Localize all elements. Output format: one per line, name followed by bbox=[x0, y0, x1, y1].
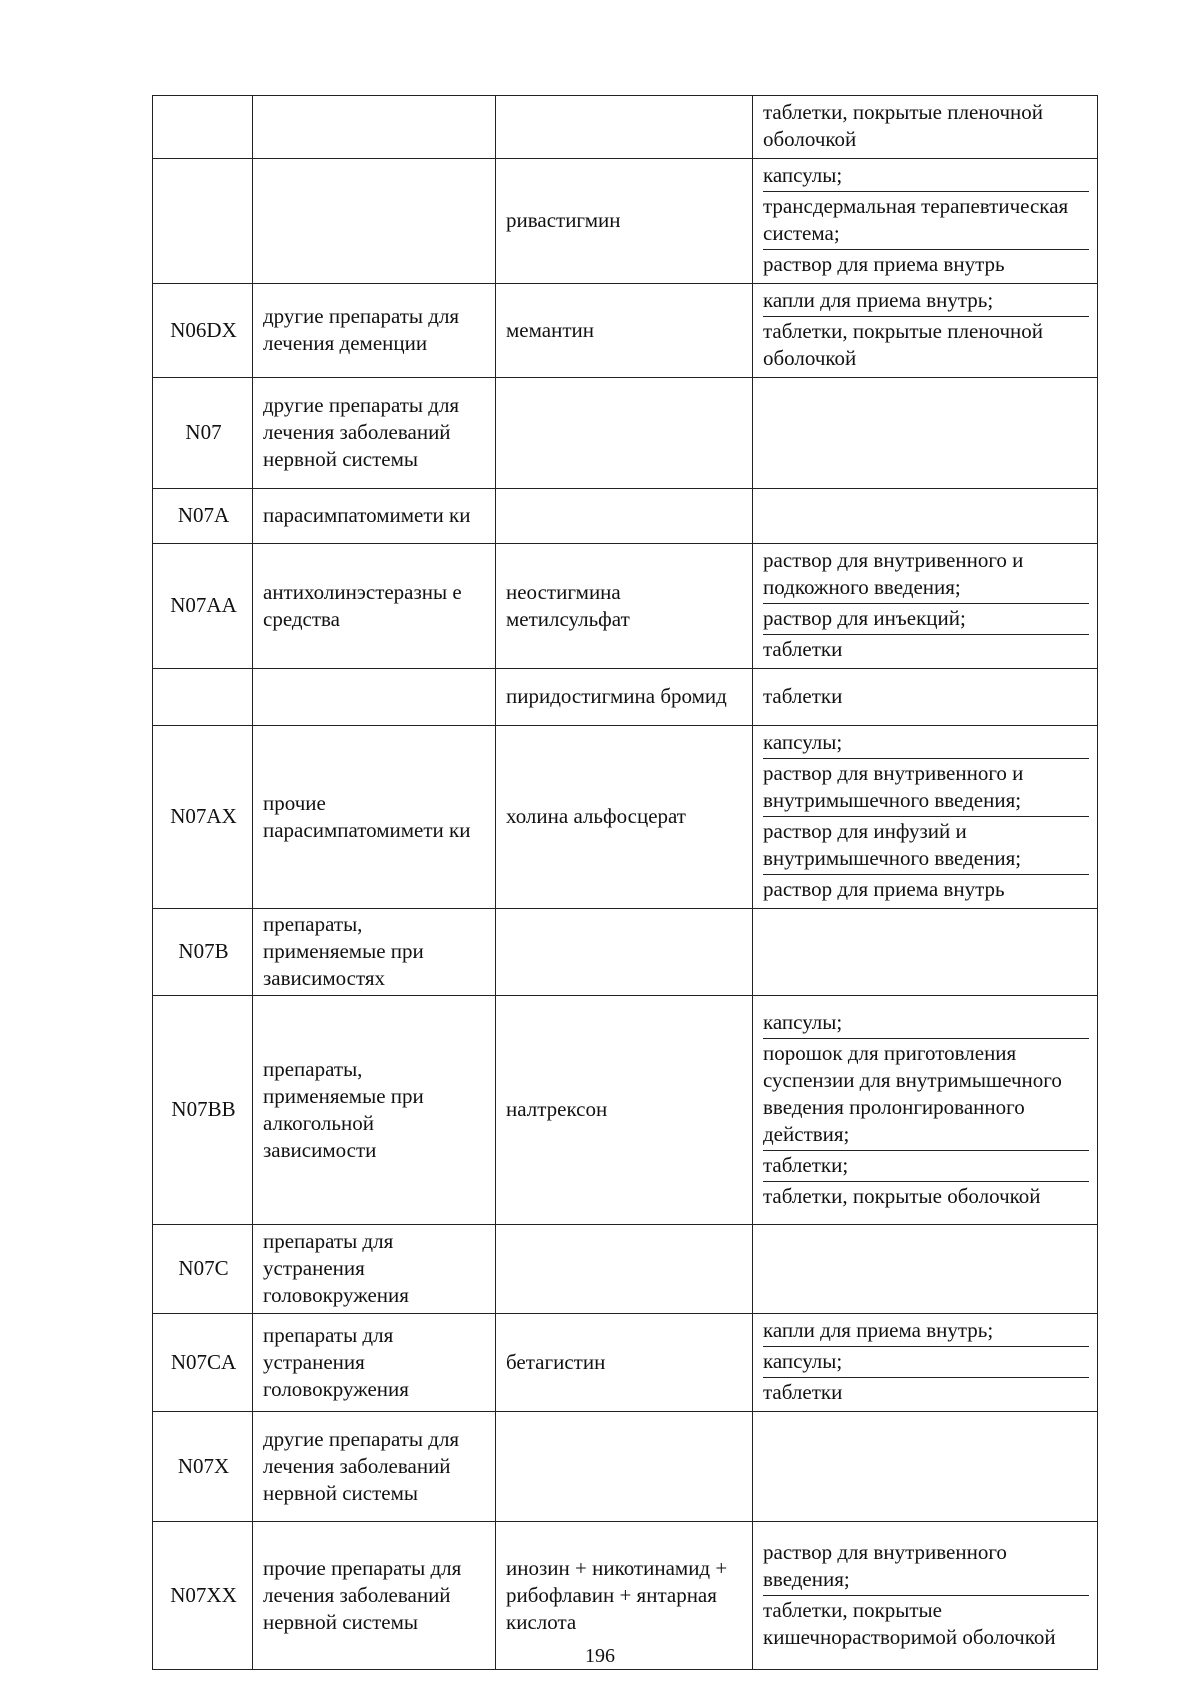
dosage-forms-cell bbox=[753, 996, 1098, 1225]
drug-name-cell bbox=[496, 96, 753, 159]
dosage-forms-list bbox=[763, 286, 1089, 374]
dosage-forms-cell bbox=[753, 378, 1098, 489]
atc-code-cell: N07AX bbox=[153, 726, 253, 909]
dosage-form-item: капли для приема внутрь; bbox=[763, 286, 1089, 317]
dosage-form-item: раствор для внутривенного введения; bbox=[763, 1538, 1089, 1596]
atc-code-cell: N07 bbox=[153, 378, 253, 489]
pharmacological-group-cell: прочие парасимпатомимети ки bbox=[253, 726, 496, 909]
atc-code-cell: N06DX bbox=[153, 284, 253, 378]
pharmacological-group-cell: другие препараты для лечения заболеваний нервной системы bbox=[253, 1412, 496, 1522]
table-row bbox=[153, 544, 1098, 669]
dosage-forms-cell bbox=[753, 489, 1098, 544]
dosage-form-item: раствор для инъекций; bbox=[763, 604, 1089, 635]
dosage-form-item: капсулы; bbox=[763, 728, 1089, 759]
table-row bbox=[153, 96, 1098, 159]
dosage-form-item: капсулы; bbox=[763, 161, 1089, 192]
page-number: 196 bbox=[585, 1645, 615, 1667]
drug-name-cell bbox=[496, 378, 753, 489]
pharmacological-group-cell: антихолинэстеразны е средства bbox=[253, 544, 496, 669]
drug-name-cell: бетагистин bbox=[496, 1314, 753, 1412]
atc-code-cell: N07BB bbox=[153, 996, 253, 1225]
drug-name-cell: неостигмина метилсульфат bbox=[496, 544, 753, 669]
dosage-form-item: раствор для инфузий и внутримышечного введения; bbox=[763, 817, 1089, 875]
atc-code-cell bbox=[153, 669, 253, 726]
dosage-form-item: капсулы; bbox=[763, 1008, 1089, 1039]
dosage-form-item: капсулы; bbox=[763, 1347, 1089, 1378]
table-row bbox=[153, 1412, 1098, 1522]
drug-name-cell: инозин + никотинамид + рибофлавин + янтарная кислота bbox=[496, 1522, 753, 1670]
dosage-form-item: таблетки, покрытые кишечнорастворимой оболочкой bbox=[763, 1597, 1056, 1649]
drug-name-cell bbox=[496, 909, 753, 996]
dosage-form-item: таблетки bbox=[763, 637, 843, 661]
table-row bbox=[153, 489, 1098, 544]
dosage-form-item: раствор для внутривенного и внутримышечного введения; bbox=[763, 759, 1089, 817]
atc-code-cell bbox=[153, 96, 253, 159]
pharmacological-group-cell: парасимпатомимети ки bbox=[253, 489, 496, 544]
atc-code-cell: N07X bbox=[153, 1412, 253, 1522]
pharmacological-group-cell bbox=[253, 96, 496, 159]
drug-name-cell bbox=[496, 1225, 753, 1314]
table-row bbox=[153, 669, 1098, 726]
table-row bbox=[153, 1314, 1098, 1412]
dosage-forms-cell bbox=[753, 909, 1098, 996]
dosage-form-item: таблетки; bbox=[763, 1151, 1089, 1182]
table-row bbox=[153, 159, 1098, 284]
dosage-form-item: раствор для приема внутрь bbox=[763, 877, 1005, 901]
dosage-forms-list bbox=[763, 728, 1089, 905]
drug-name-cell bbox=[496, 489, 753, 544]
table-body bbox=[153, 96, 1098, 1670]
drug-name-cell: ривастигмин bbox=[496, 159, 753, 284]
pharmacological-group-cell: препараты, применяемые при зависимостях bbox=[253, 909, 496, 996]
dosage-forms-list bbox=[763, 1316, 1089, 1408]
dosage-forms-list bbox=[763, 546, 1089, 665]
atc-code-cell: N07AA bbox=[153, 544, 253, 669]
pharmacological-group-cell: другие препараты для лечения деменции bbox=[253, 284, 496, 378]
dosage-forms-cell bbox=[753, 669, 1098, 726]
atc-code-cell: N07A bbox=[153, 489, 253, 544]
dosage-forms-list bbox=[763, 161, 1089, 280]
dosage-forms-cell bbox=[753, 1314, 1098, 1412]
drug-name-cell: пиридостигмина бромид bbox=[496, 669, 753, 726]
table-row bbox=[153, 284, 1098, 378]
drug-name-cell: холина альфосцерат bbox=[496, 726, 753, 909]
dosage-forms-cell bbox=[753, 159, 1098, 284]
atc-code-cell: N07C bbox=[153, 1225, 253, 1314]
dosage-forms-cell bbox=[753, 284, 1098, 378]
drug-classification-table bbox=[152, 95, 1098, 1670]
table-row bbox=[153, 726, 1098, 909]
table-row bbox=[153, 1225, 1098, 1314]
dosage-form-item: трансдермальная терапевтическая система; bbox=[763, 192, 1089, 250]
dosage-forms-list bbox=[763, 98, 1089, 155]
dosage-form-item: таблетки, покрытые пленочной оболочкой bbox=[763, 319, 1044, 370]
pharmacological-group-cell: препараты для устранения головокружения bbox=[253, 1314, 496, 1412]
atc-code-cell: N07CA bbox=[153, 1314, 253, 1412]
dosage-form-item: таблетки bbox=[763, 683, 843, 708]
dosage-forms-cell bbox=[753, 544, 1098, 669]
dosage-form-item: капли для приема внутрь; bbox=[763, 1316, 1089, 1347]
dosage-forms-cell bbox=[753, 1225, 1098, 1314]
dosage-forms-cell bbox=[753, 96, 1098, 159]
table-row bbox=[153, 996, 1098, 1225]
pharmacological-group-cell: препараты, применяемые при алкогольной зависимости bbox=[253, 996, 496, 1225]
drug-name-cell bbox=[496, 1412, 753, 1522]
dosage-forms-list bbox=[763, 1008, 1089, 1212]
drug-name-cell: мемантин bbox=[496, 284, 753, 378]
table-row bbox=[153, 909, 1098, 996]
dosage-form-item: раствор для приема внутрь bbox=[763, 252, 1005, 276]
pharmacological-group-cell bbox=[253, 669, 496, 726]
dosage-form-item: таблетки bbox=[763, 1380, 843, 1404]
dosage-forms-list bbox=[763, 682, 1089, 712]
drug-name-cell: налтрексон bbox=[496, 996, 753, 1225]
atc-code-cell: N07XX bbox=[153, 1522, 253, 1670]
dosage-form-item: раствор для внутривенного и подкожного введения; bbox=[763, 546, 1089, 604]
dosage-forms-cell bbox=[753, 726, 1098, 909]
dosage-forms-cell bbox=[753, 1412, 1098, 1522]
dosage-form-item: таблетки, покрытые пленочной оболочкой bbox=[763, 100, 1044, 151]
pharmacological-group-cell: другие препараты для лечения заболеваний нервной системы bbox=[253, 378, 496, 489]
atc-code-cell: N07B bbox=[153, 909, 253, 996]
dosage-form-item: таблетки, покрытые оболочкой bbox=[763, 1183, 1041, 1208]
atc-code-cell bbox=[153, 159, 253, 284]
table-row bbox=[153, 378, 1098, 489]
dosage-forms-list bbox=[763, 1538, 1089, 1653]
pharmacological-group-cell: прочие препараты для лечения заболеваний нервной системы bbox=[253, 1522, 496, 1670]
pharmacological-group-cell bbox=[253, 159, 496, 284]
dosage-form-item: порошок для приготовления суспензии для внутримышечного введения пролонгированного действия; bbox=[763, 1039, 1089, 1151]
pharmacological-group-cell: препараты для устранения головокружения bbox=[253, 1225, 496, 1314]
